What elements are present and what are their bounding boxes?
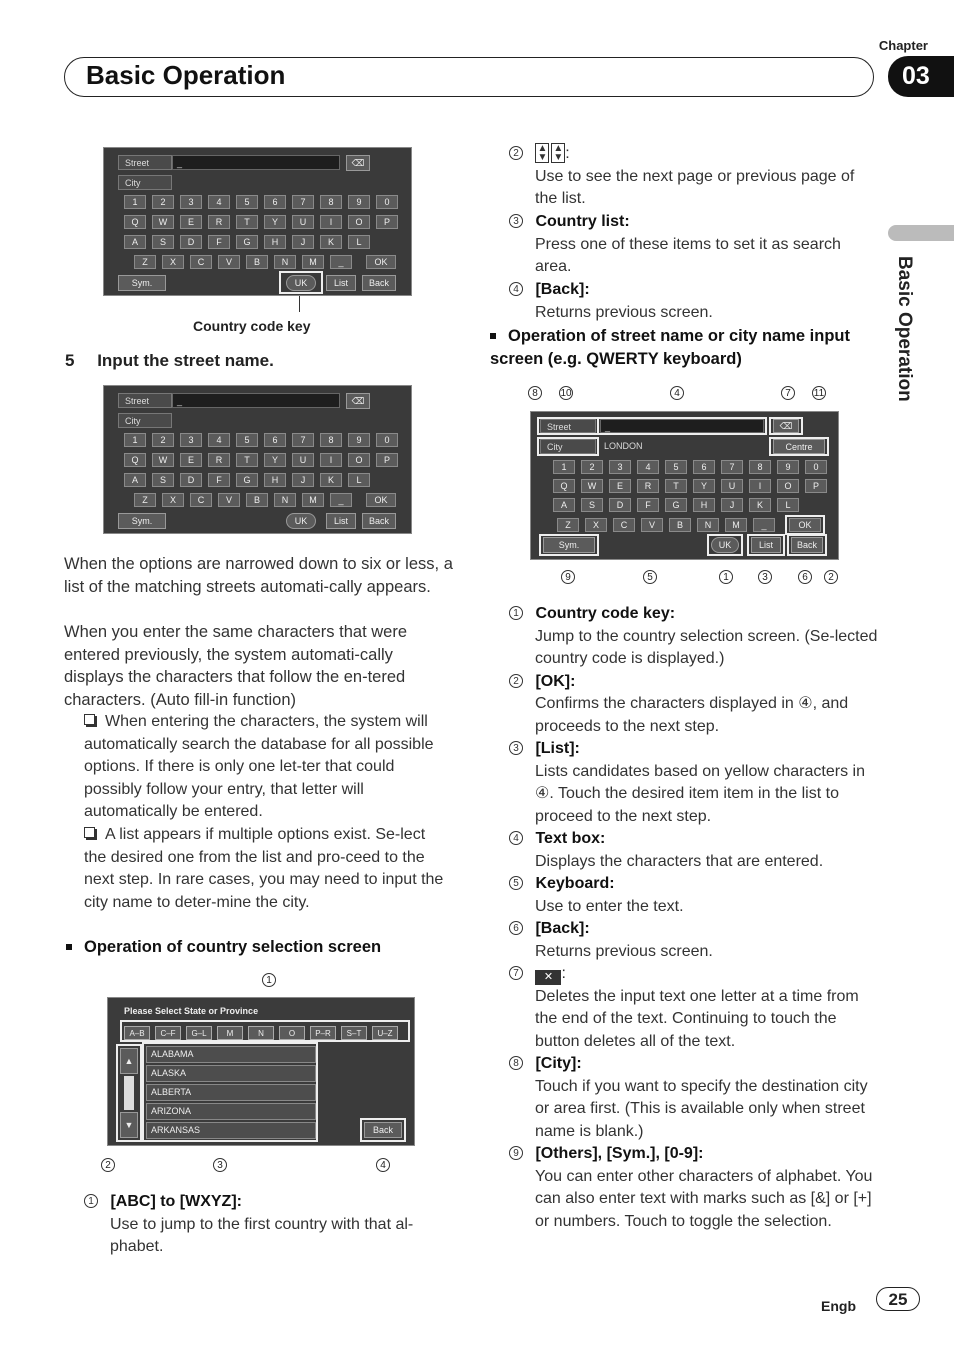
key[interactable]: P [376, 453, 398, 467]
note-text: A list appears if multiple options exist. Se-lect the desired one from the list and pro-ceed to the next step. In rare cases, you may need to input the city name to deter-mine the city. [84, 826, 444, 911]
key[interactable]: P [376, 215, 398, 229]
key[interactable]: 0 [376, 433, 398, 447]
key[interactable]: W [152, 453, 174, 467]
qwerty-input-screen [530, 411, 839, 560]
desc-title: Text box: [535, 830, 606, 847]
key[interactable]: H [264, 235, 286, 249]
key[interactable]: C [613, 518, 635, 532]
caption-pointer [299, 296, 300, 312]
desc-text: Returns previous screen. [535, 942, 713, 960]
country-desc-4 [509, 279, 879, 324]
key[interactable]: 6 [693, 460, 715, 474]
street-desc-item [509, 873, 879, 918]
letter-button[interactable]: N [248, 1026, 274, 1040]
desc-text: Use to jump to the first country with that al-phabet. [110, 1215, 414, 1255]
key[interactable]: 8 [749, 460, 771, 474]
key[interactable]: A [124, 235, 146, 249]
key[interactable]: K [320, 235, 342, 249]
callout-number: 3 [758, 570, 772, 584]
key[interactable]: A [124, 473, 146, 487]
desc-text: Displays the characters that are entered. [535, 852, 824, 870]
key[interactable]: F [208, 473, 230, 487]
delete-icon: ✕ [535, 970, 561, 985]
section-title: Operation of street name or city name input screen (e.g. QWERTY keyboard) [490, 327, 850, 368]
ok-button[interactable]: OK [366, 255, 396, 269]
key[interactable]: D [609, 498, 631, 512]
sym-button[interactable]: Sym. [118, 513, 166, 529]
key[interactable]: _ [330, 255, 352, 269]
callout-number: 7 [509, 966, 523, 980]
street-desc-item: 7 ✕ : Deletes the input text one letter at a time from the end of the text. Continuing to touch the button deletes all of the text. [509, 963, 879, 1053]
key[interactable]: R [208, 215, 230, 229]
street-desc-item [509, 1143, 879, 1233]
key[interactable]: D [180, 235, 202, 249]
callout-number: 4 [376, 1158, 390, 1172]
note-text: When entering the characters, the system will automatically search the database for all possible options. If there is only one let-ter that could possibly follow your entry, that letter will automatically be entered. [84, 713, 434, 820]
callout-number: 2 [509, 674, 523, 688]
checkbox-icon [84, 827, 95, 838]
list-button[interactable]: List [326, 513, 356, 529]
street-desc-item [509, 1053, 879, 1143]
paragraph-auto-list: When the options are narrowed down to six or less, a list of the matching streets automati-cally appears. [64, 555, 453, 596]
callout-number: 6 [509, 921, 523, 935]
key[interactable]: X [162, 255, 184, 269]
letter-button[interactable]: O [279, 1026, 305, 1040]
key[interactable]: N [697, 518, 719, 532]
street-field-label[interactable]: Street [540, 419, 596, 433]
callout-number: 11 [813, 388, 825, 399]
key[interactable]: W [581, 479, 603, 493]
scrollbar[interactable] [124, 1076, 134, 1110]
desc-text: You can enter other characters of alphabet. You can also enter text with marks such as [&] or [+] or numbers. Touch to toggle the selection. [535, 1167, 873, 1230]
key[interactable]: 2 [152, 195, 174, 209]
chapter-label: Chapter [878, 38, 928, 53]
key[interactable]: 4 [208, 195, 230, 209]
desc-text: Press one of these items to set it as search area. [535, 235, 841, 275]
street-desc-item [509, 918, 879, 963]
key[interactable]: L [348, 473, 370, 487]
callout-number: 2 [824, 570, 838, 584]
street-desc-item [509, 671, 879, 739]
screen-header: Please Select State or Province [124, 1006, 259, 1016]
key[interactable]: X [585, 518, 607, 532]
country-desc-2: 2 ▲ ▼▲ ▼ : Use to see the next page or previous page of the list. [509, 143, 879, 211]
page-number: 25 [876, 1287, 920, 1311]
key[interactable]: T [236, 453, 258, 467]
key[interactable]: G [236, 235, 258, 249]
paragraph-auto-fill: When you enter the same characters that were entered previously, the system automati-cally displays the characters that follow the en-tered characters. (Auto fill-in function) [64, 623, 408, 709]
step-5 [65, 351, 274, 371]
street-desc-list [509, 603, 879, 1233]
callout-number: 1 [719, 570, 733, 584]
ok-button[interactable]: OK [789, 518, 821, 532]
country-code-highlight [279, 271, 323, 294]
list-item[interactable]: ARIZONA [146, 1103, 316, 1120]
desc-title: [Back]: [535, 281, 590, 298]
side-tab-label: Basic Operation [894, 256, 915, 402]
key[interactable]: E [180, 453, 202, 467]
callout-number: 5 [643, 570, 657, 584]
country-code-button[interactable]: UK [286, 513, 316, 529]
section-heading-street [490, 325, 870, 370]
key[interactable]: 8 [320, 195, 342, 209]
desc-title: [Back]: [535, 920, 590, 937]
step-number: 5 [65, 351, 75, 370]
key[interactable]: H [264, 473, 286, 487]
key[interactable]: 0 [805, 460, 827, 474]
key[interactable]: W [152, 215, 174, 229]
key[interactable]: Y [264, 453, 286, 467]
note-1 [84, 711, 444, 824]
key[interactable]: K [749, 498, 771, 512]
key[interactable]: Q [124, 453, 146, 467]
key[interactable]: 7 [721, 460, 743, 474]
callout-number: 9 [561, 570, 575, 584]
key[interactable]: U [292, 453, 314, 467]
key[interactable]: I [320, 453, 342, 467]
chapter-number: 03 [888, 56, 954, 97]
key[interactable]: S [152, 473, 174, 487]
sym-button[interactable]: Sym. [118, 275, 166, 291]
key[interactable]: 4 [637, 460, 659, 474]
desc-text: Touch if you want to specify the destination city or area first. (This is available only when street name is blank.) [535, 1077, 868, 1140]
section-heading-country [66, 938, 381, 957]
key[interactable]: P [805, 479, 827, 493]
desc-title: Country list: [535, 213, 630, 230]
list-button[interactable]: List [326, 275, 356, 291]
city-button[interactable]: City [118, 413, 172, 428]
callout-number: 3 [509, 741, 523, 755]
key[interactable]: U [721, 479, 743, 493]
key[interactable]: J [292, 473, 314, 487]
key[interactable]: M [725, 518, 747, 532]
caption-country-code: Country code key [193, 318, 311, 334]
callout-number: 5 [509, 876, 523, 890]
key[interactable]: 3 [609, 460, 631, 474]
key[interactable]: C [190, 493, 212, 507]
desc-title: [ABC] to [WXYZ]: [110, 1193, 242, 1210]
list-item[interactable]: ALABAMA [146, 1046, 316, 1063]
key[interactable]: _ [753, 518, 775, 532]
key[interactable]: 1 [124, 433, 146, 447]
street-field-label[interactable]: Street [118, 155, 172, 170]
desc-title: [List]: [535, 740, 580, 757]
key[interactable]: J [721, 498, 743, 512]
back-button[interactable]: Back [364, 1122, 402, 1138]
ok-button[interactable]: OK [366, 493, 396, 507]
key[interactable]: V [641, 518, 663, 532]
side-tab-marker [888, 225, 954, 241]
letter-button[interactable]: M [217, 1026, 243, 1040]
key[interactable]: T [236, 215, 258, 229]
back-button[interactable]: Back [362, 513, 396, 529]
centre-button[interactable]: Centre [773, 439, 825, 454]
text-box[interactable]: _ [172, 155, 340, 170]
key[interactable]: L [777, 498, 799, 512]
key[interactable]: G [665, 498, 687, 512]
key[interactable]: 9 [348, 195, 370, 209]
callout-number: 1 [262, 973, 276, 987]
letter-button[interactable]: A–B [124, 1026, 150, 1040]
delete-icon[interactable]: ⌫ [346, 393, 370, 409]
key[interactable]: N [274, 493, 296, 507]
list-button[interactable]: List [751, 537, 781, 553]
key[interactable]: J [292, 235, 314, 249]
desc-text: Use to enter the text. [535, 897, 684, 915]
key[interactable]: O [777, 479, 799, 493]
key[interactable]: O [348, 453, 370, 467]
page-title: Basic Operation [86, 60, 286, 90]
callout-number: 9 [509, 1146, 523, 1160]
desc-title: Country code key: [535, 605, 676, 622]
callout-number: 2 [101, 1158, 115, 1172]
city-value: LONDON [600, 439, 764, 454]
key[interactable]: 3 [180, 433, 202, 447]
key[interactable]: C [190, 255, 212, 269]
key[interactable]: 8 [320, 433, 342, 447]
key[interactable]: V [218, 493, 240, 507]
key[interactable]: O [348, 215, 370, 229]
city-button[interactable]: City [540, 439, 596, 454]
checkbox-icon [84, 714, 95, 725]
key[interactable]: H [693, 498, 715, 512]
letter-button[interactable]: S–T [341, 1026, 367, 1040]
callout-number: 10 [560, 388, 572, 399]
letter-button[interactable]: G–L [186, 1026, 212, 1040]
key[interactable]: R [208, 453, 230, 467]
key[interactable]: D [180, 473, 202, 487]
key[interactable]: S [152, 235, 174, 249]
key[interactable]: Z [134, 493, 156, 507]
key[interactable]: 5 [236, 195, 258, 209]
country-desc-3 [509, 211, 879, 279]
city-button[interactable]: City [118, 175, 172, 190]
key[interactable]: B [246, 255, 268, 269]
page-up-icon[interactable]: ▲ [120, 1048, 138, 1074]
key[interactable]: I [320, 215, 342, 229]
key[interactable]: B [246, 493, 268, 507]
key[interactable]: I [749, 479, 771, 493]
street-field-label[interactable]: Street [118, 393, 172, 408]
key[interactable]: Q [553, 479, 575, 493]
key[interactable]: F [208, 235, 230, 249]
key[interactable]: 6 [264, 195, 286, 209]
desc-text: Lists candidates based on yellow characters in ④. Touch the desired item item in the list to proceed to the next step. [535, 762, 865, 825]
country-selection-screen [107, 997, 415, 1146]
key[interactable]: Y [693, 479, 715, 493]
key[interactable]: 4 [208, 433, 230, 447]
key[interactable]: 6 [264, 433, 286, 447]
key[interactable]: 9 [777, 460, 799, 474]
key[interactable]: L [348, 235, 370, 249]
key[interactable]: 1 [553, 460, 575, 474]
page-down-icon[interactable]: ▼ [120, 1112, 138, 1138]
key[interactable]: G [236, 473, 258, 487]
callout-number: 4 [509, 831, 523, 845]
key[interactable]: A [553, 498, 575, 512]
list-item[interactable]: ALBERTA [146, 1084, 316, 1101]
country-code-button[interactable]: UK [711, 537, 739, 553]
letter-button[interactable]: C–F [155, 1026, 181, 1040]
back-button[interactable]: Back [791, 537, 823, 553]
callout-number: 1 [509, 606, 523, 620]
country-code-screen [103, 147, 412, 296]
desc-text: Use to see the next page or previous page of the list. [535, 167, 855, 207]
delete-icon[interactable]: ⌫ [346, 155, 370, 171]
callout-number: 3 [213, 1158, 227, 1172]
desc-text: Returns previous screen. [535, 303, 713, 321]
step-text: Input the street name. [97, 351, 274, 370]
key[interactable]: _ [330, 493, 352, 507]
callout-number: 6 [798, 570, 812, 584]
key[interactable]: S [581, 498, 603, 512]
street-desc-item [509, 603, 879, 671]
key[interactable]: 1 [124, 195, 146, 209]
text-box[interactable]: _ [172, 393, 340, 408]
key[interactable]: B [669, 518, 691, 532]
key[interactable]: M [302, 493, 324, 507]
desc-text: Confirms the characters displayed in ④, and proceeds to the next step. [535, 695, 849, 735]
callout-number: 1 [84, 1194, 98, 1208]
callout-number: 8 [509, 1056, 523, 1070]
bullet-square-icon [66, 944, 72, 950]
key[interactable]: 7 [292, 433, 314, 447]
key[interactable]: T [665, 479, 687, 493]
key[interactable]: R [637, 479, 659, 493]
key[interactable]: 7 [292, 195, 314, 209]
callout-number: 4 [670, 386, 684, 400]
desc-title: [Others], [Sym.], [0-9]: [535, 1145, 704, 1162]
back-button[interactable]: Back [362, 275, 396, 291]
callout-number: 7 [781, 386, 795, 400]
page-arrows-icon: ▲ ▼ [537, 143, 548, 163]
key[interactable]: 2 [581, 460, 603, 474]
street-desc-item [509, 828, 879, 873]
desc-title: [City]: [535, 1055, 582, 1072]
key[interactable]: Q [124, 215, 146, 229]
language-label: Engb [821, 1298, 856, 1314]
key[interactable]: E [180, 215, 202, 229]
key[interactable]: N [274, 255, 296, 269]
key[interactable]: Z [134, 255, 156, 269]
key[interactable]: M [302, 255, 324, 269]
delete-icon[interactable]: ⌫ [773, 419, 799, 433]
desc-title: [OK]: [535, 672, 576, 690]
list-item[interactable]: ARKANSAS [146, 1122, 316, 1139]
key[interactable]: 2 [152, 433, 174, 447]
letter-button[interactable]: P–R [310, 1026, 336, 1040]
desc-text: Jump to the country selection screen. (Se-lected country code is displayed.) [535, 627, 878, 667]
callout-number: 4 [509, 282, 523, 296]
letter-button[interactable]: U–Z [372, 1026, 398, 1040]
key[interactable]: U [292, 215, 314, 229]
callout-number: 8 [528, 386, 542, 400]
list-item[interactable]: ALASKA [146, 1065, 316, 1082]
page-arrows-icon: ▲ ▼ [553, 143, 564, 163]
key[interactable]: F [637, 498, 659, 512]
key[interactable]: 0 [376, 195, 398, 209]
key[interactable]: 5 [236, 433, 258, 447]
country-desc-1 [84, 1191, 454, 1259]
country-code-button[interactable]: UK [286, 275, 316, 291]
key[interactable]: V [218, 255, 240, 269]
desc-title: Keyboard: [535, 875, 615, 892]
key[interactable]: 5 [665, 460, 687, 474]
text-box[interactable]: _ [600, 419, 764, 433]
street-desc-item [509, 738, 879, 828]
key[interactable]: K [320, 473, 342, 487]
note-2 [84, 824, 444, 914]
callout-number: 3 [509, 214, 523, 228]
callout-number: 2 [509, 146, 523, 160]
key[interactable]: Z [557, 518, 579, 532]
sym-button[interactable]: Sym. [543, 537, 595, 553]
key[interactable]: X [162, 493, 184, 507]
key[interactable]: 3 [180, 195, 202, 209]
street-input-screen [103, 385, 412, 534]
key[interactable]: E [609, 479, 631, 493]
bullet-square-icon [490, 333, 496, 339]
desc-text: Deletes the input text one letter at a time from the end of the text. Continuing to touch the button deletes all of the text. [535, 987, 859, 1050]
key[interactable]: Y [264, 215, 286, 229]
key[interactable]: 9 [348, 433, 370, 447]
section-title: Operation of country selection screen [84, 938, 382, 956]
